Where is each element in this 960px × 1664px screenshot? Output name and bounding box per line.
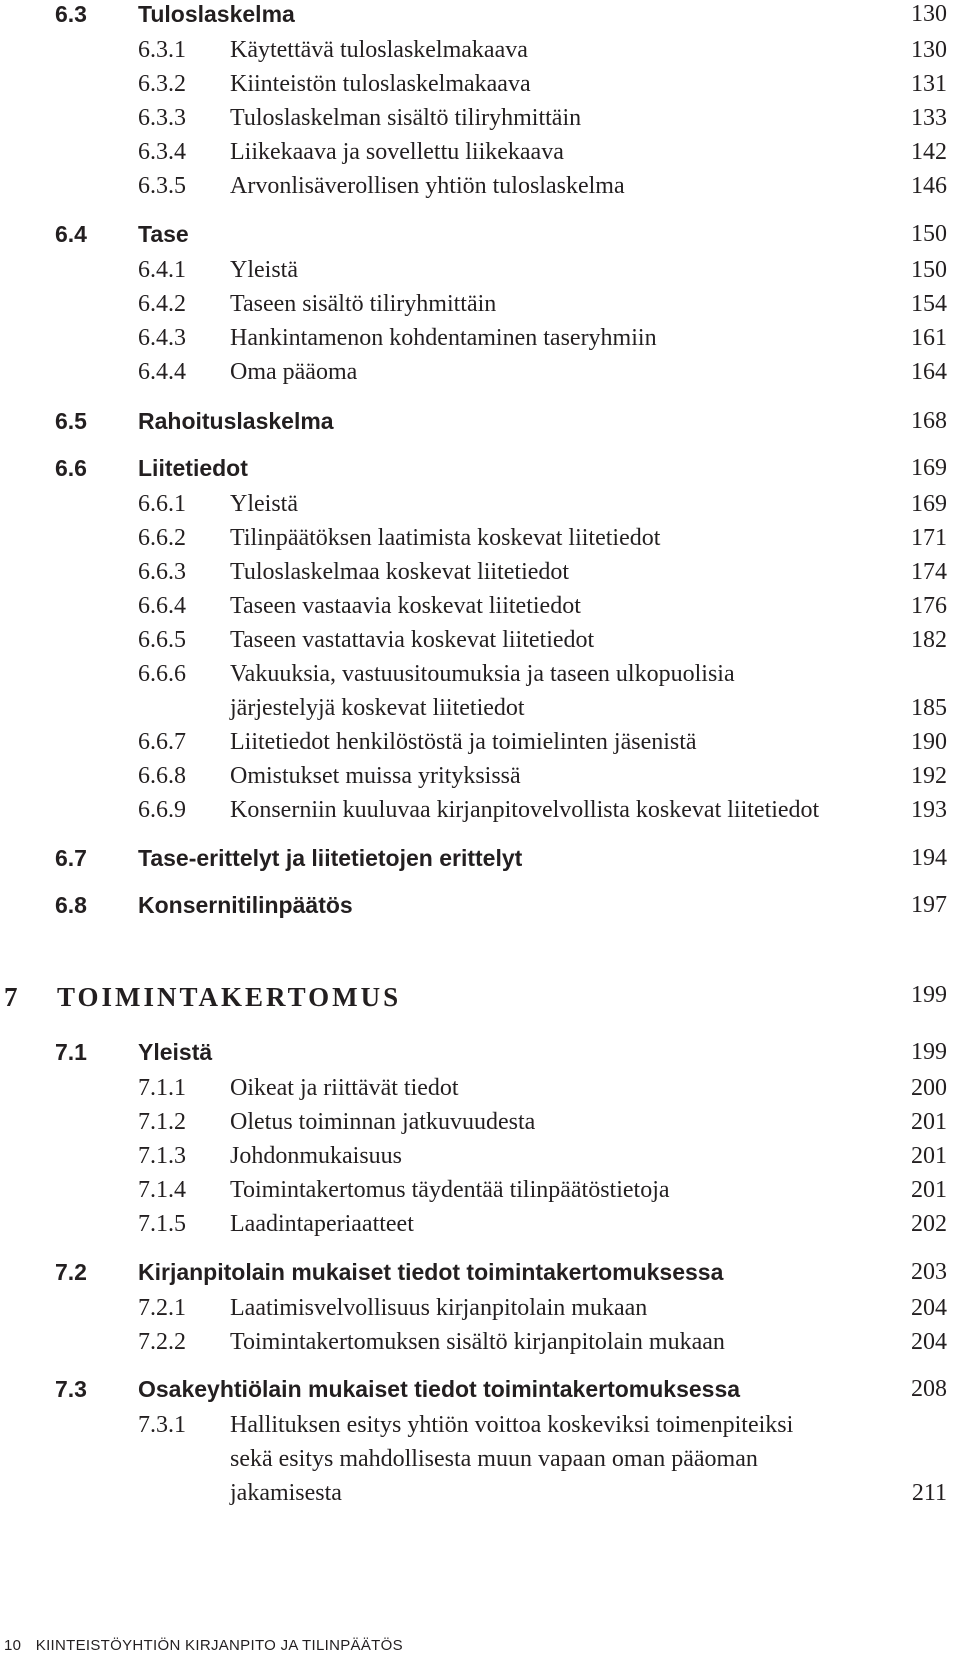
page-number: 174 <box>911 559 947 585</box>
section-title: Rahoituslaskelma <box>138 408 334 434</box>
section-number: 7.2 <box>55 1259 87 1285</box>
page-number: 164 <box>911 359 947 385</box>
subsection-title: Omistukset muissa yrityksissä <box>230 763 521 789</box>
page-number: 171 <box>911 525 947 551</box>
subsection-title: Konserniin kuuluvaa kirjanpitovelvollista koskevat liitetiedot <box>230 797 820 823</box>
page-number: 193 <box>911 797 947 823</box>
page-number: 203 <box>911 1259 947 1285</box>
page-number: 150 <box>911 257 947 283</box>
subsection-title: Laatimisvelvollisuus kirjanpitolain mukaan <box>230 1295 648 1321</box>
subsection-number: 7.1.4 <box>138 1177 186 1203</box>
page-number: 150 <box>911 221 947 247</box>
section-title: Liitetiedot <box>138 455 248 481</box>
subsection-title: Toimintakertomuksen sisältö kirjanpitolain mukaan <box>230 1329 725 1355</box>
section-title: Konsernitilinpäätös <box>138 892 353 918</box>
subsection-number: 6.3.1 <box>138 37 186 63</box>
subsection-number: 6.3.2 <box>138 71 186 97</box>
subsection-title: Liitetiedot henkilöstöstä ja toimielinten jäsenistä <box>230 729 697 755</box>
subsection-title: Tilinpäätöksen laatimista koskevat liitetiedot <box>230 525 661 551</box>
page-number: 201 <box>911 1177 947 1203</box>
subsection-number: 6.6.4 <box>138 593 186 619</box>
subsection-title: Liikekaava ja sovellettu liikekaava <box>230 139 564 165</box>
subsection-title-continued: järjestelyjä koskevat liitetiedot <box>230 695 525 721</box>
page-number: 199 <box>911 1039 947 1065</box>
subsection-number: 6.6.9 <box>138 797 186 823</box>
subsection-title-continued: jakamisesta <box>230 1480 342 1506</box>
subsection-number: 7.1.3 <box>138 1143 186 1169</box>
section-number: 7.3 <box>55 1376 87 1402</box>
section-number: 6.4 <box>55 221 87 247</box>
section-number: 6.5 <box>55 408 87 434</box>
subsection-title: Oletus toiminnan jatkuvuudesta <box>230 1109 536 1135</box>
subsection-title: Laadintaperiaatteet <box>230 1211 414 1237</box>
page-number: 182 <box>911 627 947 653</box>
page-number: 197 <box>911 892 947 918</box>
subsection-number: 6.6.6 <box>138 661 186 687</box>
subsection-title: Käytettävä tuloslaskelmakaava <box>230 37 528 63</box>
subsection-title: Oikeat ja riittävät tiedot <box>230 1075 459 1101</box>
page-footer <box>4 1637 403 1654</box>
page-number: 202 <box>911 1211 947 1237</box>
subsection-number: 6.6.7 <box>138 729 186 755</box>
subsection-number: 6.6.5 <box>138 627 186 653</box>
subsection-title: Oma pääoma <box>230 359 358 385</box>
subsection-title: Yleistä <box>230 257 298 283</box>
page-number: 194 <box>911 845 947 871</box>
subsection-title: Taseen sisältö tiliryhmittäin <box>230 291 497 317</box>
section-title: Kirjanpitolain mukaiset tiedot toimintakertomuksessa <box>138 1259 724 1285</box>
page-number: 192 <box>911 763 947 789</box>
subsection-title: Toimintakertomus täydentää tilinpäätöstietoja <box>230 1177 670 1203</box>
subsection-number: 6.6.1 <box>138 491 186 517</box>
subsection-title: Hallituksen esitys yhtiön voittoa koskeviksi toimenpiteiksi <box>230 1412 794 1438</box>
page-number: 204 <box>911 1329 947 1355</box>
subsection-title: Tuloslaskelman sisältö tiliryhmittäin <box>230 105 582 131</box>
subsection-title: Arvonlisäverollisen yhtiön tuloslaskelma <box>230 173 625 199</box>
subsection-number: 6.6.2 <box>138 525 186 551</box>
subsection-title: Tuloslaskelmaa koskevat liitetiedot <box>230 559 570 585</box>
subsection-title: Yleistä <box>230 491 298 517</box>
subsection-number: 7.2.1 <box>138 1295 186 1321</box>
page-number: 208 <box>911 1376 947 1402</box>
page-number: 190 <box>911 729 947 755</box>
page-number: 169 <box>911 455 947 481</box>
subsection-number: 6.4.1 <box>138 257 186 283</box>
subsection-title: Kiinteistön tuloslaskelmakaava <box>230 71 531 97</box>
section-title: Osakeyhtiölain mukaiset tiedot toimintakertomuksessa <box>138 1376 741 1402</box>
subsection-number: 7.3.1 <box>138 1412 186 1438</box>
subsection-number: 6.4.2 <box>138 291 186 317</box>
subsection-title: Hankintamenon kohdentaminen taseryhmiin <box>230 325 657 351</box>
subsection-number: 7.1.2 <box>138 1109 186 1135</box>
page-number: 185 <box>911 695 947 721</box>
page-number: 130 <box>911 37 947 63</box>
page-number: 201 <box>911 1143 947 1169</box>
chapter-title: TOIMINTAKERTOMUS <box>57 982 402 1012</box>
page-number: 154 <box>911 291 947 317</box>
page-number: 204 <box>911 1295 947 1321</box>
subsection-title: Johdonmukaisuus <box>230 1143 403 1169</box>
section-title: Yleistä <box>138 1039 213 1065</box>
page-number: 161 <box>911 325 947 351</box>
subsection-number: 6.4.4 <box>138 359 186 385</box>
section-number: 6.7 <box>55 845 87 871</box>
page-number: 211 <box>911 1480 947 1506</box>
subsection-number: 7.1.1 <box>138 1075 186 1101</box>
subsection-number: 7.1.5 <box>138 1211 186 1237</box>
section-title: Tase-erittelyt ja liitetietojen erittelyt <box>138 845 523 871</box>
page-number: 130 <box>911 1 947 27</box>
subsection-title: Vakuuksia, vastuusitoumuksia ja taseen ulkopuolisia <box>230 661 735 687</box>
page-number: 142 <box>911 139 947 165</box>
subsection-number: 6.3.3 <box>138 105 186 131</box>
subsection-number: 7.2.2 <box>138 1329 186 1355</box>
page-number: 169 <box>911 491 947 517</box>
footer-book-title: KIINTEISTÖYHTIÖN KIRJANPITO JA TILINPÄÄTÖS <box>35 1637 403 1654</box>
section-number: 6.8 <box>55 892 87 918</box>
subsection-number: 6.6.8 <box>138 763 186 789</box>
subsection-number: 6.3.4 <box>138 139 186 165</box>
section-number: 6.3 <box>55 1 87 27</box>
subsection-title: Taseen vastattavia koskevat liitetiedot <box>230 627 595 653</box>
subsection-number: 6.3.5 <box>138 173 186 199</box>
section-number: 6.6 <box>55 455 87 481</box>
subsection-number: 6.6.3 <box>138 559 186 585</box>
footer-page-number: 10 <box>4 1637 22 1654</box>
page-number: 146 <box>911 173 947 199</box>
page-number: 200 <box>911 1075 947 1101</box>
section-number: 7.1 <box>55 1039 87 1065</box>
page-number: 168 <box>911 408 947 434</box>
subsection-title: Taseen vastaavia koskevat liitetiedot <box>230 593 581 619</box>
subsection-title-continued: sekä esitys mahdollisesta muun vapaan oman pääoman <box>230 1446 758 1472</box>
page-number: 201 <box>911 1109 947 1135</box>
subsection-number: 6.4.3 <box>138 325 186 351</box>
page-number: 131 <box>911 71 947 97</box>
chapter-number: 7 <box>4 982 21 1012</box>
page-number: 176 <box>911 593 947 619</box>
page-number: 133 <box>911 105 947 131</box>
section-title: Tuloslaskelma <box>138 1 295 27</box>
page-number: 199 <box>911 982 947 1008</box>
section-title: Tase <box>138 221 189 247</box>
